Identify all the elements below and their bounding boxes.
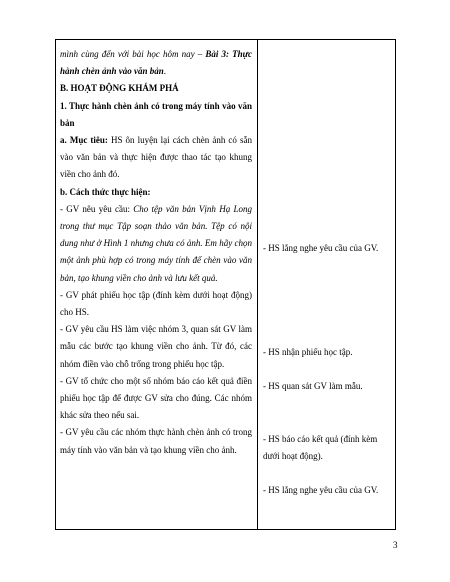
method-label: b. Cách thức thực hiện:	[60, 186, 151, 197]
activity-1-heading: 1. Thực hành chèn ảnh có trong máy tính vào văn bản	[60, 100, 252, 128]
goal-label: a. Mục tiêu:	[60, 135, 108, 146]
gv-report-paragraph: - GV tổ chức cho một số nhóm báo cáo kết quả điền phiếu học tập để được GV sửa cho đúng. Các nhóm khác sửa theo nếu sai.	[60, 375, 252, 421]
gv-groups-paragraph: - GV yêu cầu HS làm việc nhóm 3, quan sát GV làm mẫu các bước tạo khung viền cho ảnh. Từ đó, các nhóm điền vào chỗ trống trong phiếu học tập.	[60, 324, 252, 369]
hs-listen-line-1: - HS lắng nghe yêu cầu của GV.	[263, 243, 379, 253]
hs-report-line-1: - HS báo cáo kết quả (đính kèm	[263, 434, 378, 444]
intro-paragraph: mình cùng đến với bài học hôm nay – Bài 3: Thực hành chèn ảnh vào văn bản.	[60, 49, 253, 77]
gv-handout-paragraph: - GV phát phiếu học tập (đính kèm dưới hoạt động) cho HS.	[60, 289, 252, 318]
teacher-activities-column	[60, 46, 252, 459]
lesson-title: Bài 3: Thực hành chèn ảnh vào văn bản	[60, 49, 253, 77]
hs-report-line-2: dưới hoạt động).	[263, 451, 323, 461]
lesson-plan-table	[55, 39, 396, 530]
section-b-heading: B. HOẠT ĐỘNG KHÁM PHÁ	[60, 83, 179, 94]
hs-listen-line-2: - HS lắng nghe yêu cầu của GV.	[263, 485, 379, 495]
hs-receive-line: - HS nhận phiếu học tập.	[263, 347, 353, 357]
hs-observe-line: - HS quan sát GV làm mẫu.	[263, 381, 363, 391]
gv-request-paragraph: - GV nêu yêu cầu: Cho tệp văn bản Vịnh Hạ Long trong thư mục Tập soạn thảo văn bản. Tệp có nội dung như ở Hình 1 nhưng chưa có ảnh. Em hãy chọn một ảnh phù hợp có trong máy tính để chèn vào văn bản, tạo khung viền cho ảnh và lưu kết quả.	[60, 203, 252, 283]
gv-practice-paragraph: - GV yêu cầu các nhóm thực hành chèn ảnh có trong máy tính vào văn bản và tạo khung viền cho ảnh.	[60, 427, 252, 455]
goal-paragraph: a. Mục tiêu: HS ôn luyện lại cách chèn ảnh có sẵn vào văn bản và thực hiện được thao tác tạo khung viền cho ảnh đó.	[60, 135, 252, 180]
column-divider	[257, 40, 258, 529]
page-number: 3	[393, 540, 398, 550]
